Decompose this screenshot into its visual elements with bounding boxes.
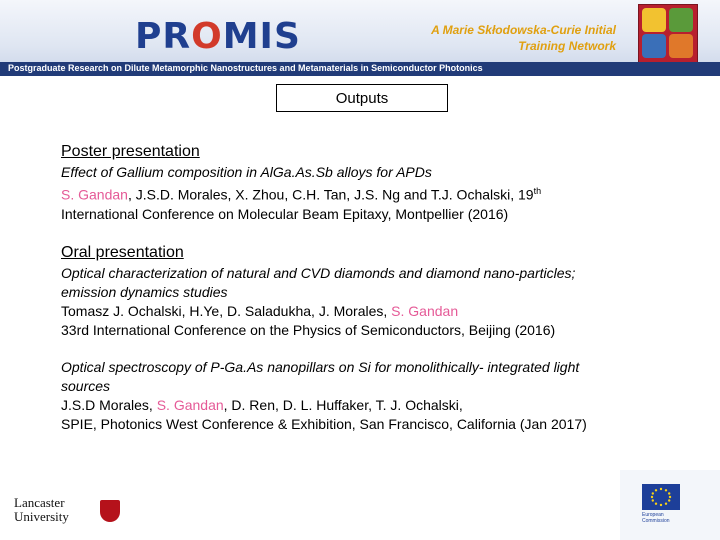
actions-logo-tile bbox=[669, 34, 693, 58]
marie-tagline-line1: A Marie Skłodowska-Curie Initial bbox=[431, 23, 616, 37]
promis-logo bbox=[135, 16, 301, 57]
lancaster-line1: Lancaster bbox=[14, 495, 65, 510]
oral2-title-line1: Optical spectroscopy of P-Ga.As nanopillars on Si for monolithically- integrated light bbox=[61, 358, 580, 375]
actions-logo-tile bbox=[642, 8, 666, 32]
poster-venue: International Conference on Molecular Beam Epitaxy, Montpellier (2016) bbox=[61, 205, 509, 222]
oral2-author-highlight: S. Gandan bbox=[156, 396, 224, 413]
eu-line1: European bbox=[642, 512, 664, 518]
eu-flag-icon bbox=[642, 484, 680, 510]
poster-authors bbox=[61, 182, 701, 205]
outputs-title-box bbox=[276, 84, 448, 112]
actions-logo-tile bbox=[642, 34, 666, 58]
poster-authors-rest: , J.S.D. Morales, X. Zhou, C.H. Tan, J.S. Ng and T.J. Ochalski, 19 bbox=[127, 186, 534, 203]
poster-heading: Poster presentation bbox=[61, 143, 200, 160]
oral-heading: Oral presentation bbox=[61, 243, 184, 261]
marie-tagline-line2: Training Network bbox=[518, 39, 616, 53]
oral1-author-highlight: S. Gandan bbox=[391, 302, 459, 319]
lancaster-shield-icon bbox=[100, 500, 120, 522]
oral1-authors-pre: Tomasz J. Ochalski, H.Ye, D. Saladukha, J. Morales, bbox=[61, 302, 392, 319]
lancaster-logo-text bbox=[14, 496, 69, 524]
oral2-venue: SPIE, Photonics West Conference & Exhibition, San Francisco, California (Jan 2017) bbox=[61, 415, 587, 432]
header-subtitle: Postgraduate Research on Dilute Metamorphic Nanostructures and Metamaterials in Semiconductor Photonics bbox=[8, 63, 483, 73]
marie-curie-tagline bbox=[431, 22, 616, 54]
oral2-authors bbox=[61, 396, 701, 415]
oral1-title-line1: Optical characterization of natural and CVD diamonds and diamond nano-particles; bbox=[61, 264, 576, 281]
actions-logo-tile bbox=[669, 8, 693, 32]
poster-authors-sup: th bbox=[533, 186, 542, 196]
poster-author-highlight: S. Gandan bbox=[61, 186, 128, 203]
lancaster-line2: University bbox=[14, 509, 69, 524]
spacer bbox=[61, 340, 701, 358]
eu-commission-label bbox=[642, 512, 670, 524]
spacer bbox=[61, 224, 701, 242]
outputs-title: Outputs bbox=[335, 89, 389, 107]
oral1-authors bbox=[61, 302, 701, 321]
oral2-authors-post: , D. Ren, D. L. Huffaker, T. J. Ochalski, bbox=[223, 396, 463, 413]
poster-title: Effect of Gallium composition in AlGa.As.Sb alloys for APDs bbox=[61, 164, 432, 180]
outputs-content bbox=[61, 141, 701, 434]
oral1-title-line2: emission dynamics studies bbox=[61, 283, 228, 300]
promis-logo-o: O bbox=[191, 16, 223, 57]
oral2-title-line2: sources bbox=[61, 377, 111, 394]
eu-line2: Commission bbox=[642, 518, 670, 524]
oral2-authors-pre: J.S.D Morales, bbox=[61, 396, 157, 413]
promis-logo-pr: PR bbox=[135, 16, 192, 57]
promis-logo-mis: MIS bbox=[222, 16, 301, 57]
lancaster-university-logo bbox=[14, 494, 114, 528]
oral1-venue: 33rd International Conference on the Physics of Semiconductors, Beijing (2016) bbox=[61, 321, 556, 338]
